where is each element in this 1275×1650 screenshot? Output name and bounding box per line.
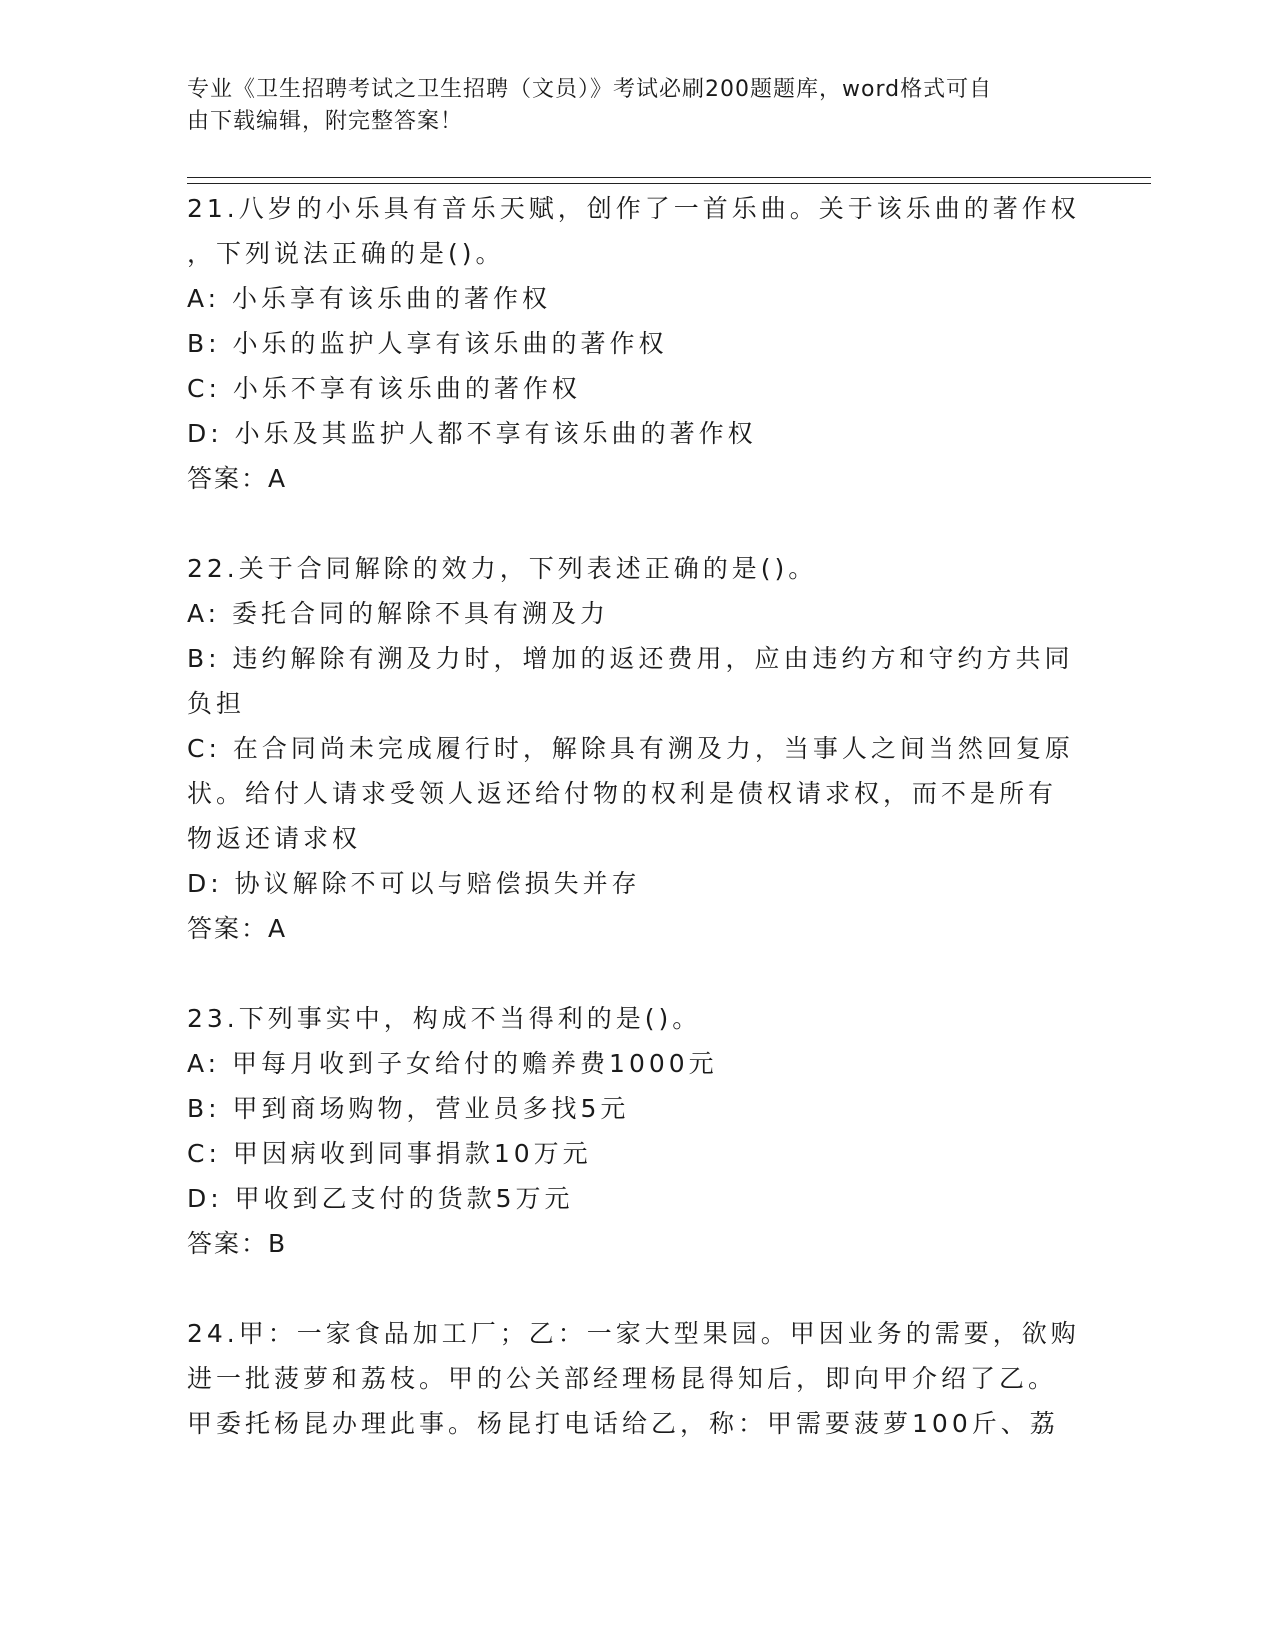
document-header: [187, 74, 1067, 138]
question-22: [187, 546, 1077, 951]
option-c: C: 在合同尚未完成履行时，解除具有溯及力，当事人之间当然回复原: [187, 734, 1074, 763]
option-a: A: 小乐享有该乐曲的著作权: [187, 284, 552, 313]
header-rule-bottom: [187, 183, 1151, 184]
option-a: A: 甲每月收到子女给付的赡养费1000元: [187, 1049, 718, 1078]
question-text: 24.甲：一家食品加工厂；乙：一家大型果园。甲因业务的需要，欲购: [187, 1319, 1080, 1348]
header-line: 专业《卫生招聘考试之卫生招聘（文员）》考试必刷200题题库，word格式可自: [187, 77, 993, 102]
spacer: [187, 951, 1077, 996]
option-c: C: 甲因病收到同事捐款10万元: [187, 1139, 592, 1168]
question-text: 21.八岁的小乐具有音乐天赋，创作了一首乐曲。关于该乐曲的著作权: [187, 194, 1080, 223]
answer: 答案：A: [187, 464, 288, 493]
option-d: D: 协议解除不可以与赔偿损失并存: [187, 869, 641, 898]
option-d: D: 小乐及其监护人都不享有该乐曲的著作权: [187, 419, 757, 448]
option-b: B: 甲到商场购物，营业员多找5元: [187, 1094, 630, 1123]
spacer: [187, 1266, 1077, 1311]
question-21: [187, 186, 1080, 501]
option-d: D: 甲收到乙支付的货款5万元: [187, 1184, 574, 1213]
option-b: B: 小乐的监护人享有该乐曲的著作权: [187, 329, 668, 358]
option-c-continued: 物返还请求权: [187, 824, 362, 853]
question-text: 甲委托杨昆办理此事。杨昆打电话给乙，称：甲需要菠萝100斤、荔: [187, 1409, 1059, 1438]
question-text: ，下列说法正确的是()。: [187, 239, 505, 268]
option-b-continued: 负担: [187, 689, 246, 718]
option-c: C: 小乐不享有该乐曲的著作权: [187, 374, 581, 403]
question-23: [187, 996, 1077, 1266]
spacer: [187, 501, 1077, 546]
option-a: A: 委托合同的解除不具有溯及力: [187, 599, 610, 628]
question-list: [187, 186, 1080, 1446]
question-24: [187, 1311, 1080, 1446]
question-text: 进一批菠萝和荔枝。甲的公关部经理杨昆得知后，即向甲介绍了乙。: [187, 1364, 1058, 1393]
question-text: 23.下列事实中，构成不当得利的是()。: [187, 1004, 702, 1033]
header-rule-top: [187, 177, 1151, 178]
option-b: B: 违约解除有溯及力时，增加的返还费用，应由违约方和守约方共同: [187, 644, 1074, 673]
answer: 答案：B: [187, 1229, 288, 1258]
option-c-continued: 状。给付人请求受领人返还给付物的权利是债权请求权，而不是所有: [187, 779, 1058, 808]
answer: 答案：A: [187, 914, 288, 943]
question-text: 22.关于合同解除的效力，下列表述正确的是()。: [187, 554, 818, 583]
header-line: 由下载编辑，附完整答案！: [187, 109, 464, 134]
